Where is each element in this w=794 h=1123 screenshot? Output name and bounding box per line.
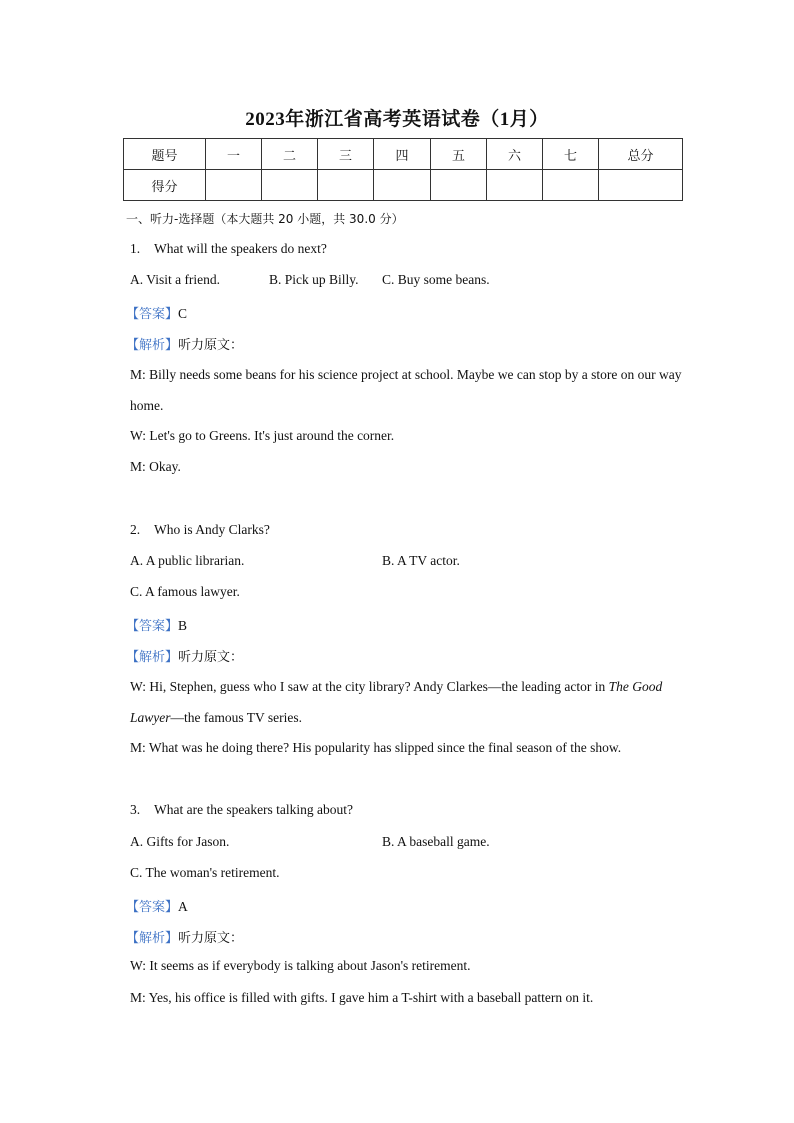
score-cell[interactable] xyxy=(206,170,262,201)
answer-tag: 【答案】 xyxy=(126,900,179,915)
analysis-line xyxy=(126,334,243,353)
score-cell[interactable] xyxy=(431,170,487,201)
option-b[interactable]: B. A TV actor. xyxy=(382,553,460,568)
answer-value: A xyxy=(178,899,188,914)
analysis-tag: 【解析】 xyxy=(126,338,179,353)
section-heading: 一、听力-选择题（本大题共 20 小题，共 30.0 分） xyxy=(126,212,404,226)
transcript-line: M: Billy needs some beans for his science project at school. Maybe we can stop by a store on our way home. xyxy=(130,367,682,413)
option-a[interactable]: A. Visit a friend. xyxy=(130,272,221,287)
score-table-header-cell: 四 xyxy=(374,139,431,170)
answer-value: B xyxy=(178,618,188,633)
score-cell[interactable] xyxy=(543,170,599,201)
score-table-header-cell: 七 xyxy=(543,139,599,170)
answer-tag: 【答案】 xyxy=(126,307,179,322)
score-cell[interactable] xyxy=(374,170,431,201)
option-a[interactable]: A. Gifts for Jason. xyxy=(130,834,230,849)
answer-tag: 【答案】 xyxy=(126,619,179,634)
score-cell[interactable] xyxy=(599,170,683,201)
analysis-text: 听力原文： xyxy=(178,650,244,665)
option-c[interactable]: C. The woman's retirement. xyxy=(130,865,280,880)
score-table-header-cell: 三 xyxy=(318,139,374,170)
transcript-line: M: Yes, his office is filled with gifts. I gave him a T-shirt with a baseball pattern on it. xyxy=(130,990,594,1005)
score-table-header-cell: 五 xyxy=(431,139,487,170)
question-text: Who is Andy Clarks? xyxy=(154,522,270,537)
score-table-header-cell: 总分 xyxy=(599,139,683,170)
transcript-text: W: Hi, Stephen, guess who I saw at the city library? Andy Clarkes—the leading actor in xyxy=(130,679,609,694)
question-number: 2. xyxy=(130,522,141,537)
question-1 xyxy=(130,241,327,257)
show-title: The Good Lawyer xyxy=(130,679,663,725)
score-table-header-cell: 六 xyxy=(487,139,543,170)
option-a[interactable]: A. A public librarian. xyxy=(130,553,245,568)
score-table-header-cell: 一 xyxy=(206,139,262,170)
question-text: What are the speakers talking about? xyxy=(154,802,354,817)
analysis-text: 听力原文： xyxy=(178,338,244,353)
answer-line xyxy=(126,615,187,634)
score-table xyxy=(123,138,683,201)
score-table-header-cell: 二 xyxy=(262,139,318,170)
answer-value: C xyxy=(178,306,188,321)
option-b[interactable]: B. A baseball game. xyxy=(382,834,490,849)
question-2 xyxy=(130,522,270,538)
transcript-line: M: What was he doing there? His popularity has slipped since the final season of the show. xyxy=(130,740,622,755)
option-c[interactable]: C. A famous lawyer. xyxy=(130,584,240,599)
transcript-line: W: Let's go to Greens. It's just around the corner. xyxy=(130,428,395,443)
analysis-tag: 【解析】 xyxy=(126,931,179,946)
score-cell[interactable] xyxy=(262,170,318,201)
score-cell[interactable] xyxy=(487,170,543,201)
analysis-tag: 【解析】 xyxy=(126,650,179,665)
transcript-line: W: It seems as if everybody is talking about Jason's retirement. xyxy=(130,958,471,973)
page-title: 2023年浙江省高考英语试卷（1月） xyxy=(245,109,549,130)
transcript-line xyxy=(130,671,685,733)
transcript-line: M: Okay. xyxy=(130,459,181,474)
score-cell[interactable] xyxy=(318,170,374,201)
analysis-line xyxy=(126,646,243,665)
option-c[interactable]: C. Buy some beans. xyxy=(382,272,490,287)
analysis-line xyxy=(126,927,243,946)
score-table-header-cell: 题号 xyxy=(124,139,206,170)
answer-line xyxy=(126,896,188,915)
question-text: What will the speakers do next? xyxy=(154,241,327,256)
question-number: 3. xyxy=(130,802,141,817)
answer-line xyxy=(126,303,187,322)
score-table-score-row xyxy=(124,170,683,201)
score-table-header-row xyxy=(124,139,683,170)
option-b[interactable]: B. Pick up Billy. xyxy=(269,272,359,287)
score-table-row-label: 得分 xyxy=(124,170,206,201)
analysis-text: 听力原文： xyxy=(178,931,244,946)
question-number: 1. xyxy=(130,241,141,256)
question-3 xyxy=(130,802,353,818)
transcript-text: —the famous TV series. xyxy=(170,710,302,725)
